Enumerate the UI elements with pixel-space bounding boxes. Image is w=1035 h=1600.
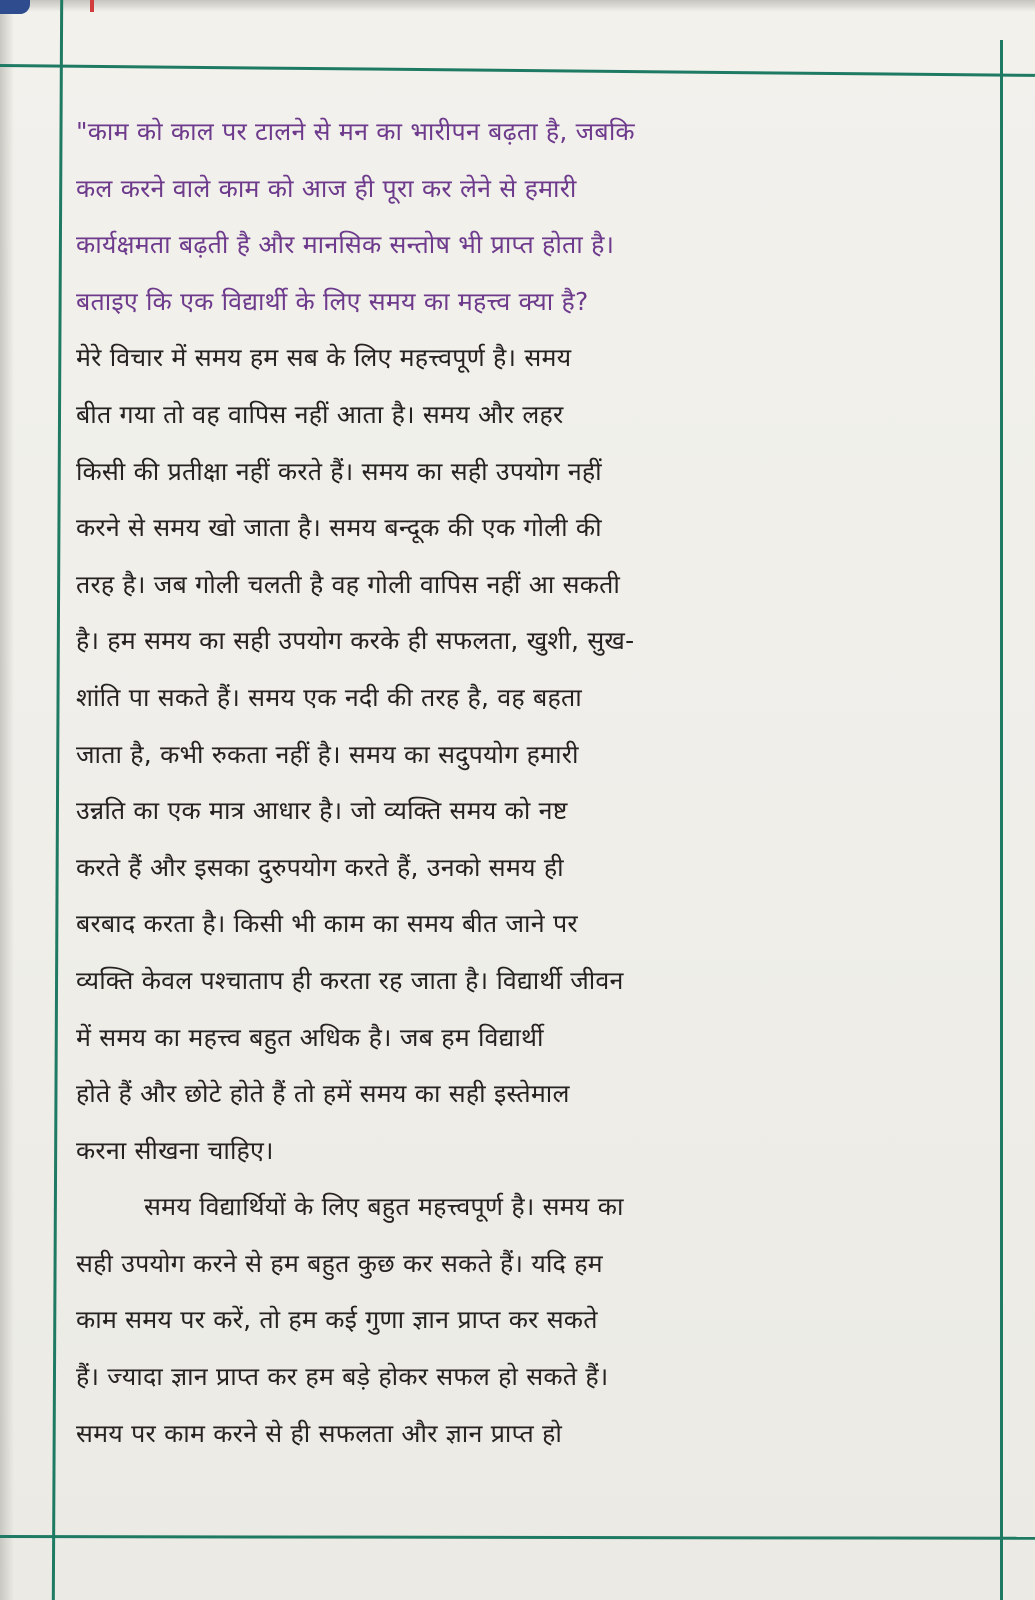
handwritten-essay — [76, 104, 994, 1462]
answer-line: तरह है। जब गोली चलती है वह गोली वापिस नहीं आ सकती — [76, 569, 621, 599]
question-line: कल करने वाले काम को आज ही पूरा कर लेने से हमारी — [76, 173, 577, 203]
answer-line: मेरे विचार में समय हम सब के लिए महत्त्वपूर्ण है। समय — [76, 343, 572, 373]
question-line: कार्यक्षमता बढ़ती है और मानसिक सन्तोष भी प्राप्त होता है। — [76, 230, 615, 260]
binder-corner-mark — [0, 0, 30, 14]
answer-line: समय विद्यार्थियों के लिए बहुत महत्त्वपूर्ण है। समय का — [144, 1192, 624, 1222]
answer-line: जाता है, कभी रुकता नहीं है। समय का सदुपयोग हमारी — [76, 739, 579, 769]
right-margin-line — [1000, 40, 1003, 1600]
answer-line: है। हम समय का सही उपयोग करके ही सफलता, खुशी, सुख- — [76, 626, 635, 656]
answer-line: काम समय पर करें, तो हम कई गुणा ज्ञान प्राप्त कर सकते — [76, 1305, 598, 1335]
page-top-shadow — [0, 0, 1035, 12]
answer-line: सही उपयोग करने से हम बहुत कुछ कर सकते हैं। यदि हम — [76, 1248, 603, 1278]
answer-line: हैं। ज्यादा ज्ञान प्राप्त कर हम बड़े होकर सफल हो सकते हैं। — [76, 1362, 609, 1392]
answer-line: बरबाद करता है। किसी भी काम का समय बीत जाने पर — [76, 909, 578, 939]
question-line: बताइए कि एक विद्यार्थी के लिए समय का महत्त्व क्या है? — [76, 286, 589, 316]
top-margin-line — [0, 64, 1035, 77]
answer-line: करना सीखना चाहिए। — [76, 1135, 274, 1165]
answer-line: शांति पा सकते हैं। समय एक नदी की तरह है, वह बहता — [76, 682, 582, 712]
answer-line: में समय का महत्त्व बहुत अधिक है। जब हम विद्यार्थी — [76, 1022, 544, 1052]
answer-line: किसी की प्रतीक्षा नहीं करते हैं। समय का सही उपयोग नहीं — [76, 456, 602, 486]
answer-line: व्यक्ति केवल पश्चाताप ही करता रह जाता है। विद्यार्थी जीवन — [76, 965, 624, 995]
answer-line: होते हैं और छोटे होते हैं तो हमें समय का सही इस्तेमाल — [76, 1079, 570, 1109]
question-line: "काम को काल पर टालने से मन का भारीपन बढ़ता है, जबकि — [76, 117, 635, 146]
page-edge-shadow — [0, 0, 14, 1600]
answer-line: उन्नति का एक मात्र आधार है। जो व्यक्ति समय को नष्ट — [76, 796, 568, 826]
answer-line: करते हैं और इसका दुरुपयोग करते हैं, उनको समय ही — [76, 852, 564, 882]
answer-line: समय पर काम करने से ही सफलता और ज्ञान प्राप्त हो — [76, 1418, 563, 1448]
answer-line: बीत गया तो वह वापिस नहीं आता है। समय और लहर — [76, 399, 564, 429]
bottom-margin-line — [0, 1535, 1035, 1540]
left-margin-line — [52, 0, 63, 1600]
answer-line: करने से समय खो जाता है। समय बन्दूक की एक गोली की — [76, 513, 602, 543]
red-margin-tick — [90, 0, 94, 12]
